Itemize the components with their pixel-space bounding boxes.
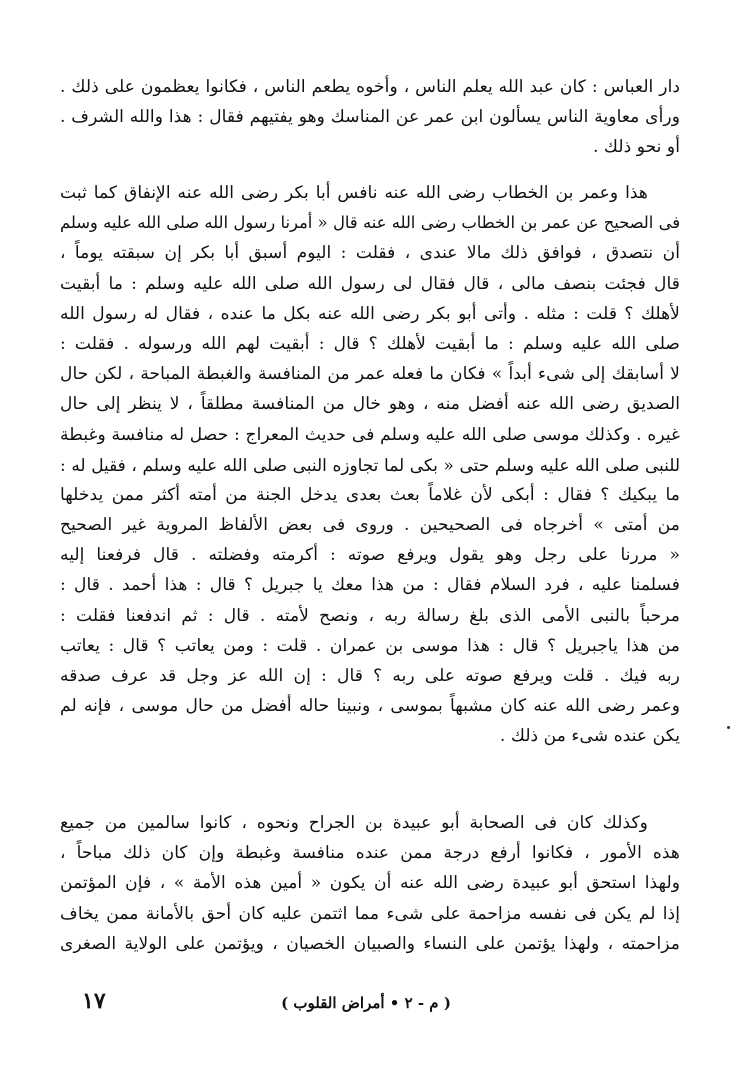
text-line: أو نحو ذلك . — [592, 137, 680, 158]
text-line: للنبى صلى الله عليه وسلم حتى « بكى لما تجاوزه النبى صلى الله عليه وسلم ، فقيل له : — [60, 454, 680, 475]
text-line: إذا لم يكن فى نفسه مزاحمة على شىء مما اثتمن عليه كان أحق بالأمانة ممن يخاف — [60, 903, 680, 924]
text-line: من أمتى » أخرجاه فى الصحيحين . وروى فى بعض الألفاظ المروية غير الصحيح — [60, 515, 680, 536]
text-line: يكن عنده شىء من ذلك . — [499, 726, 680, 747]
text-line: دار العباس : كان عبد الله يعلم الناس ، وأخوه يطعم الناس ، فكانوا يعظمون على ذلك . — [60, 77, 680, 97]
text-line: الصديق رضى الله عنه أفضل منه ، وهو خال من المنافسة مطلقاً ، لا ينظر إلى حال — [60, 394, 680, 415]
page-number: ١٧ — [82, 988, 106, 1014]
text-line: هذا وعمر بن الخطاب رضى الله عنه نافس أبا بكر رضى الله عنه الإنفاق كما ثبت — [60, 183, 648, 203]
text-line: لأهلك ؟ قلت : مثله . وأتى أبو بكر رضى الله عنه بكل ما عنده ، فقال له رسول الله — [60, 303, 680, 324]
text-line: وعمر رضى الله عنه كان مشبهاً بموسى ، ونبينا حاله أفضل من حال موسى ، فإنه لم — [60, 696, 680, 717]
text-line: فى الصحيح عن عمر بن الخطاب رضى الله عنه قال « أمرنا رسول الله صلى الله عليه وسلم — [60, 213, 680, 233]
text-line: فسلمنا عليه ، فرد السلام فقال : من هذا معك يا جبريل ؟ قال : هذا أحمد . قال : — [60, 575, 680, 596]
margin-mark — [727, 726, 730, 729]
paragraph-3 — [60, 808, 680, 959]
paragraph-1 — [60, 72, 680, 163]
text-line: ما يبكيك ؟ فقال : أبكى لأن غلاماً بعث بعدى يدخل الجنة من أمته أكثر ممن يدخلها — [60, 484, 680, 505]
text-line: ربه فيك . قلت ويرفع صوته على ربه ؟ قال : إن الله عز وجل قد عرف صدقه — [60, 666, 680, 686]
text-line: « مررنا على رجل وهو يقول ويرفع صوته : أكرمته وفضلته . قال فرفعنا إليه — [60, 545, 680, 566]
text-line: غيره . وكذلك موسى صلى الله عليه وسلم فى حديث المعراج : حصل له منافسة وغبطة — [60, 424, 680, 445]
paragraph-2 — [60, 178, 680, 752]
text-line: ورأى معاوية الناس يسألون ابن عمر عن المناسك وهو يفتيهم فقال : هذا والله الشرف . — [60, 107, 680, 128]
text-line: ولهذا استحق أبو عبيدة رضى الله عنه أن يكون « أمين هذه الأمة » ، فإن المؤتمن — [60, 873, 680, 894]
text-line: من هذا ياجبريل ؟ قال : هذا موسى بن عمران . قلت : ومن يعاتب ؟ قال : يعاتب — [60, 635, 680, 656]
text-line: مرحباً بالنبى الأمى الذى بلغ رسالة ربه ، ونصح لأمته . قال : ثم اندفعنا فقلت : — [60, 605, 680, 626]
text-line: لا أسابقك إلى شىء أبداً » فكان ما فعله عمر من المنافسة والغبطة المباحة ، لكن حال — [60, 364, 680, 385]
text-line: صلى الله عليه وسلم : ما أبقيت لأهلك ؟ قال : أبقيت لهم الله ورسوله . فقلت : — [60, 333, 680, 354]
running-footer-title: ( م - ٢ • أمراض القلوب ) — [281, 994, 451, 1012]
text-line: هذه الأمور ، فكانوا أرفع درجة ممن عنده منافسة وغبطة وإن كان ذلك مباحاً ، — [60, 843, 680, 864]
text-line: قال فجئت بنصف مالى ، قال فقال لى رسول الله صلى الله عليه وسلم : ما أبقيت — [60, 273, 680, 294]
text-line: وكذلك كان فى الصحابة أبو عبيدة بن الجراح ونحوه ، كانوا سالمين من جميع — [60, 813, 648, 833]
text-line: مزاحمته ، ولهذا يؤتمن على النساء والصبيان الخصيان ، ويؤتمن على الولاية الصغرى — [60, 933, 680, 954]
text-line: أن نتصدق ، فوافق ذلك مالا عندى ، فقلت : اليوم أسبق أبا بكر إن سبقته يوماً ، — [60, 243, 680, 264]
